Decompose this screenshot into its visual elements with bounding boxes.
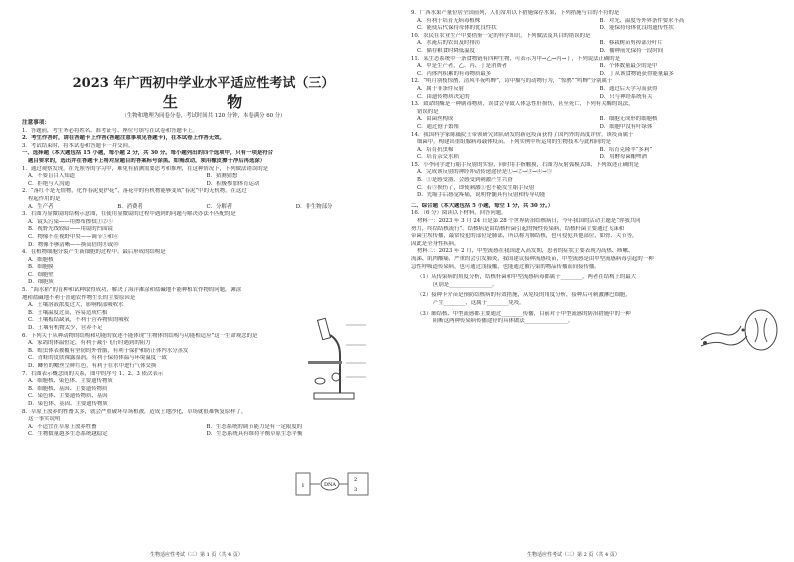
reflex-arc-diagram	[697, 300, 781, 360]
option: D．能保持母体优良的遗传性状	[599, 25, 674, 32]
option: D．生态系统具有维持平衡草原生态平衡	[206, 431, 303, 438]
question-3	[22, 211, 385, 249]
option: C．分解者	[206, 203, 233, 210]
option: C．物像不在视野中央——调节⑤和⑥	[28, 233, 119, 240]
sub-question: 区别是________________。	[433, 281, 498, 288]
option: A．培育抗虫棉	[417, 146, 454, 153]
exam-title: 2023 年广西初中学业水平适应性考试（三）	[72, 76, 335, 91]
option: A．由菌丝构成	[417, 116, 454, 123]
option: C．若⑤损伤了，即使刺激①也不能发生缩手反射	[417, 184, 535, 191]
concept-diagram	[294, 467, 372, 501]
sub-question: （2）接种卡介苗是预防结核病的有效措施，从免疫的角度分析，接种后可刺激淋巴细胞，	[417, 292, 631, 299]
section-heading: 题目要求的，选出并在答题卡上将对应题目的答案标号涂黑。如需改动，须用橡皮擦干净后再选涂）	[28, 157, 266, 164]
option: D．播种前先保持一段时间	[599, 47, 664, 54]
option: D．染色体、基因、主要遗传物质	[28, 400, 108, 407]
option: B．通过后天学习而获得	[599, 85, 658, 92]
section-heading: 一、选择题（本大题包括 15 小题，每小题 2 分，共 30 分。每小题列出的四个选项中，只有一项是符合	[22, 150, 274, 157]
option: A．不适宜在草原上放养牲畜	[28, 423, 97, 430]
option: A．镜头污染——用擦布擦拭①②⑤	[28, 218, 113, 225]
option: B．移栽树苗剪掉部分叶片	[599, 40, 663, 47]
question-stem: 6．下列关于从种动物的结构和功能的叙述不能体现“生物体的结构与功能相适应”这一生命观念的是	[22, 332, 258, 339]
sub-question: 产生________，这属于________免疫。	[433, 299, 525, 306]
question-stem: 3．右图为显微镜的结构示意图，在使用显微镜的过程中遇到的问题与解决办法不匹配的是	[22, 211, 236, 218]
question-8	[22, 409, 385, 439]
option: D．细胞中没有叶绿体	[599, 123, 653, 130]
option: A．土壤溶液浓度过大，影响根部吸收水	[28, 302, 124, 309]
question-stem: 12．“明月别枝惊鹊，清风半夜鸣蝉”，诗中描写的动物行为，“惊鹊”“鸣蝉”分别属于	[411, 78, 613, 85]
sub-question: （1）从传染病的角度分析，结核杆菌和甲型流感病毒都属于________，两者在结构上的最大	[417, 274, 637, 281]
question-stem: 5．“海水稻”的育种和试种取得成功，解决了海洋滩涂和盐碱地不能种植农作物的问题，滩涂	[22, 287, 242, 294]
exam-subject: 生 物	[162, 93, 265, 111]
material-line: 材料一：2023 年 3 月 24 日是第 28 个世界防治结核病日，今年我国的活动主题是“你我共同	[417, 218, 641, 225]
option: A．有利于培育无病毒植株	[417, 17, 481, 24]
material-line: 材料二：2023 年 2 月，甲型流感在我国进入高发期，患者的症状主要表现为高热、咳嗽、	[417, 248, 634, 255]
option: D．物像不够清晰——换高倍的⑪或⑩	[28, 241, 119, 248]
question-10	[411, 33, 782, 56]
option: B．①是感受器，会感受到刺激产生兴奋	[417, 177, 513, 184]
question-14	[411, 132, 782, 162]
option: B．细胞无成形的细胞核	[599, 116, 658, 123]
concept-box-2: 2	[354, 477, 358, 483]
option: D．用酵母菌酿啤酒	[599, 154, 647, 161]
question-stem: 13．致命的酶是一种剧毒物质，误食会导致人体急性肝损伤，甚至死亡，下列有关酶的说法，	[411, 101, 634, 108]
option: D．丁从该食物链获得能量最多	[599, 70, 674, 77]
option: A．细胞核	[28, 256, 54, 263]
option: D．积极参加体育运动	[206, 180, 260, 187]
question-11	[411, 56, 782, 79]
page-footer: 生物适应性考试（三）第 2 页（共 4 页）	[527, 552, 620, 558]
concept-box-1: 1	[301, 483, 305, 489]
option: A．细胞核、染色体、主要遗传物质	[28, 378, 113, 385]
material-line: 努力，终结结核流行”。结核病是由结核杆菌引起的慢性传染病，结核杆菌主要通过飞沫和	[411, 225, 624, 232]
question-stem: 8．草原上放养的牲畜太多，就会严重破坏草场植被，造成土地沙化，草场就很难恢复原样了，	[22, 408, 247, 415]
microscope-diagram	[300, 315, 372, 403]
option: D．土壤有机物太少，营养不足	[28, 325, 103, 332]
option: B．个体数量最少的是甲	[599, 63, 658, 70]
sub-question: 阻断这两种传染病传播途径的具体做法________________。	[433, 318, 574, 325]
option: A．完成该反射的神经冲动传递途径是①→②→③→④→⑤	[417, 169, 553, 176]
question-stem: 7．右图表示概念间的关系，图中的序号 1、2、3 依次表示	[22, 370, 164, 377]
exam-note: （生物和地理为同卷分卷，考试时间共 120 分钟，本卷满分 60 分）	[121, 113, 286, 119]
notice-title: 注意事项：	[22, 120, 50, 126]
question-stem: 这一事实说明	[28, 416, 61, 423]
question-15	[411, 162, 782, 200]
option: A．生产者	[28, 203, 54, 210]
option: C．丙体内积累的有毒物质最多	[417, 70, 492, 77]
option: C．能使后代保持母体的优良性状	[417, 25, 497, 32]
notice-item: 3．考试结束时，将本试卷和答题卡一并交回。	[22, 142, 134, 149]
option: B．生态系统的调节能力是有一定限度的	[206, 423, 303, 430]
question-1	[22, 166, 385, 189]
option: A．水淹后的农田及时排涝	[417, 40, 481, 47]
question-stem: 11．某生态系统中一条食物链有四种生物，可表示为甲→乙→丙→丁，下列说法正确的是	[411, 55, 621, 62]
question-9	[411, 10, 782, 33]
option: A．属于非条件反射	[417, 85, 465, 92]
option: C．染色体、主要遗传物质、基因	[28, 393, 108, 400]
question-stem: 1．通过观察发现，在光照等的学习中，难免有猜测需要思考和推理，在这种情况下，下列做法错误的是	[22, 165, 269, 172]
question-2	[22, 188, 385, 211]
question-stem: 错误的是	[417, 108, 439, 115]
option: B．对光、温度等外界条件要求不高	[599, 17, 685, 24]
option: C．培育杂交水稻	[417, 154, 459, 161]
question-stem: 9．广西水果产量位居全国前列，人们常用以下措施保存水果，下列措施与目的不符的是	[411, 10, 620, 16]
option: C．由遗传物质决定的	[417, 93, 470, 100]
question-12	[411, 78, 782, 101]
option: D．只与神经系统有关	[599, 93, 653, 100]
question-stem: 16．（6 分）阅读以下材料，回答问题。	[411, 210, 507, 217]
question-13	[411, 101, 782, 131]
question-stem: 10．农民在农业生产中要借鉴一定的科学知识，下列做法及其目的错误的是	[411, 32, 591, 39]
page-right	[397, 0, 794, 562]
option: C．储存粮食时降低温度	[417, 47, 476, 54]
option: B．细胞核、基因、主要遗传物质	[28, 385, 108, 392]
option: B．猜测猜想	[206, 173, 238, 180]
option: B．消费者	[117, 203, 143, 210]
option: B．培育克隆羊“多莉”	[599, 146, 653, 153]
notice-item: 2．考生作答时，请在答题卡上作答(答题注意事项见答题卡)，在本试卷上作答无效。	[22, 135, 225, 142]
notice-item: 1．答题前，考生务必将姓名、准考证号、座位号填写在试卷和答题卡上。	[22, 127, 198, 134]
option: C．细胞壁	[28, 271, 54, 278]
question-stem: 15．小李同学进行缩手反射的实验，同时用手指触摸，右图为反射弧模式图，下列叙述正确的是	[411, 161, 639, 168]
question-stem: 2．“落红不是无情物，化作春泥更护花”，落花中的有机物能够变成“春泥”中的无机物，在这过	[22, 188, 247, 195]
option: D．先缩手后感觉疼痛，说明脊髓具有反射和传导功能	[417, 192, 546, 199]
question-stem: 14．我国科学家陈薇院士带领研究团队研发的新冠疫苗获得了国内外的高度评价，该疫苗属于	[411, 131, 634, 138]
option: B．土壤温度过高，容易造成烂根	[28, 309, 108, 316]
material-line: 因此是全身性疾病。	[411, 240, 460, 247]
option: A．不要盲目人知道	[28, 173, 76, 180]
dna-label: DNA	[324, 482, 336, 488]
option: D．鲫鱼的鳃丝呈鲜红色，有利于在水中进行气体交换	[28, 363, 157, 369]
material-line: 流涕、肌肉酸痛，严重的会引发肺炎，我国建议接种流感疫苗，甲型流感是由甲型流感病毒引起的一种	[411, 256, 654, 262]
option: B．细胞膜	[28, 264, 54, 271]
question-stem: 细菌中，构建出重组腺病毒载体疫苗。下列实例中所运用的生物技术与此相同的是	[417, 139, 612, 146]
concept-box-3: 3	[354, 487, 358, 493]
option: B．蝗虫体表被覆有坚韧的外骨骼，有利于保护和防止体内水分蒸发	[28, 347, 189, 354]
option: C．生物数量越多生态系统越稳定	[28, 431, 108, 438]
option: D．非生物部分	[295, 203, 333, 210]
section-heading: 二、综合题（本大题包括 5 小题，每空 1 分，共 30 分。）	[411, 202, 554, 209]
question-4	[22, 249, 385, 287]
option: B．视野光线较暗——用镜的凹面镜	[28, 226, 113, 233]
material-line: 带菌尘埃传播，最常侵犯的部位是肺部，所以称为肺结核，也可侵犯其他部位，如骨、关节等，	[411, 233, 638, 240]
page-footer: 生物适应性考试（三）第 1 页（共 4 页）	[150, 552, 243, 558]
question-stem: 地和盐碱地不利于普通农作物生长的主要原因是	[22, 294, 136, 301]
material-line: 急性呼吸道传染病，也可通过浅接触，也能通过被污染的物品传播而间接传播。	[411, 263, 600, 270]
option: C．土壤板结缺氧，不利于营养物质的吸收	[28, 317, 130, 324]
option: C．拒绝与人沟通	[28, 180, 70, 187]
option: D．细胞质	[28, 279, 54, 286]
sub-question: （3）肺结核、甲型流感都主要通过________传播，目前对于甲型流感的防治措施中的一种	[417, 310, 631, 317]
option: A．甲是生产者，乙、丙、丁是消费者	[417, 63, 508, 70]
option: C．通过孢子繁殖	[417, 123, 459, 130]
question-stem: 程起作用的是	[28, 195, 61, 202]
question-stem: 4．在植物细胞分裂产生新细胞的过程中，最后形成的结构是	[22, 249, 166, 256]
option: C．青蛙的皮肤裸露湿润，有利于保持体温与环境温度一致	[28, 355, 167, 362]
option: A．家鸽的体温恒定，有利于减小飞行时遇到的阻力	[28, 340, 151, 347]
